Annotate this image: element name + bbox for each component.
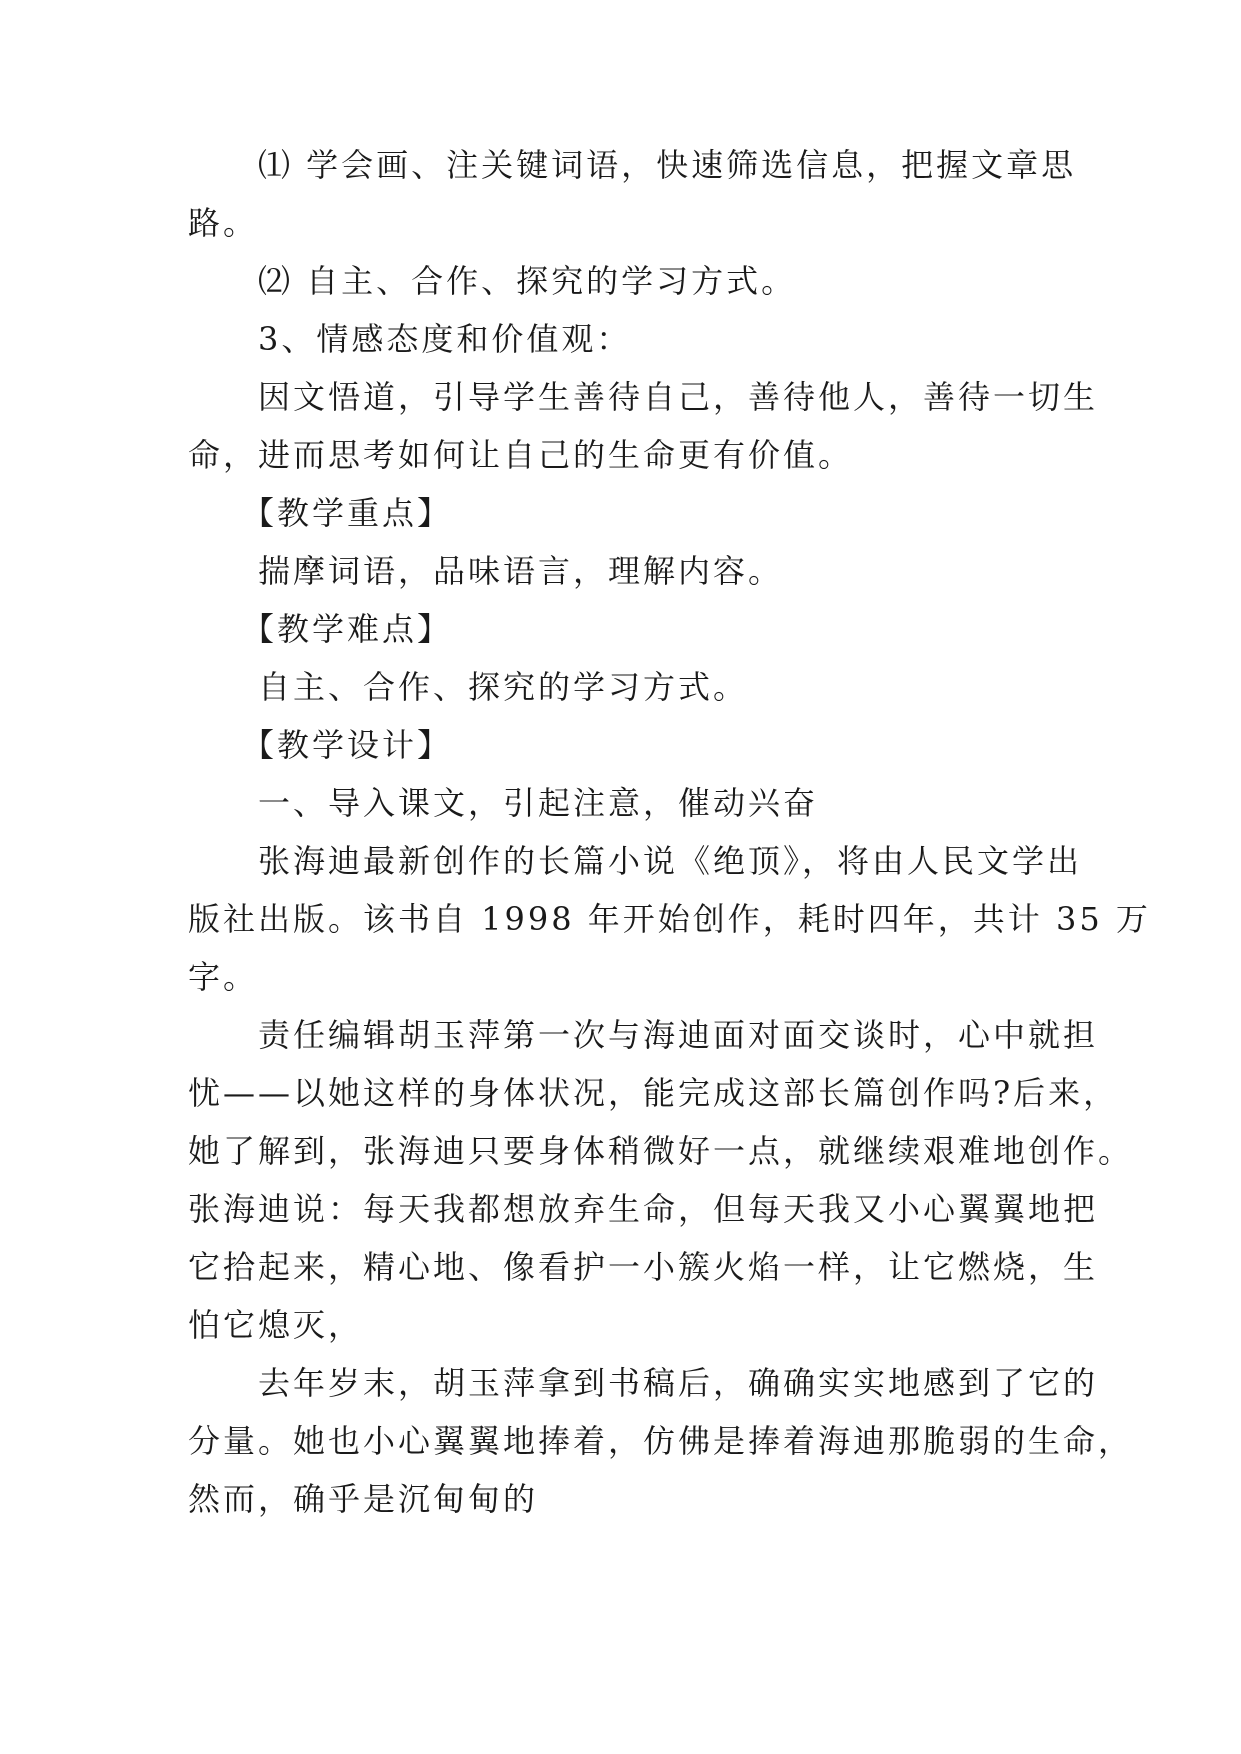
text-line: 张海迪说：每天我都想放弃生命，但每天我又小心翼翼地把 [188, 1190, 1099, 1228]
paragraph [188, 832, 1151, 1006]
paragraph [188, 1354, 1134, 1528]
text-line: 张海迪最新创作的长篇小说《绝顶》，将由人民文学出 [188, 842, 1083, 880]
text-line: 去年岁末，胡玉萍拿到书稿后，确确实实地感到了它的 [188, 1364, 1099, 1402]
text-line: 【教学重点】 [188, 494, 453, 532]
paragraph [188, 484, 1052, 542]
paragraph [188, 136, 1077, 252]
text-line: 分量。她也小心翼翼地捧着，仿佛是捧着海迪那脆弱的生命， [188, 1422, 1134, 1460]
text-line: 自主、合作、探究的学习方式。 [188, 668, 749, 706]
text-line: 揣摩词语，品味语言，理解内容。 [188, 552, 784, 590]
body-text [188, 136, 1151, 1528]
text-line: 一、导入课文，引起注意，催动兴奋 [188, 784, 819, 822]
text-line: 版社出版。该书自 1998 年开始创作，耗时四年，共计 35 万 [188, 900, 1151, 938]
text-line: 字。 [188, 958, 259, 996]
paragraph [188, 368, 1099, 484]
text-line: 然而，确乎是沉甸甸的 [188, 1480, 539, 1518]
text-line: 它拾起来，精心地、像看护一小簇火焰一样，让它燃烧，生 [188, 1248, 1099, 1286]
paragraph [188, 600, 1052, 658]
text-line: 路。 [188, 204, 259, 242]
text-line: 怕它熄灭， [188, 1306, 364, 1344]
paragraph [188, 774, 1052, 832]
text-line: 3、情感态度和价值观： [188, 320, 632, 358]
text-line: ⑴ 学会画、注关键词语，快速筛选信息，把握文章思 [188, 146, 1077, 184]
paragraph [188, 716, 1052, 774]
text-line: 因文悟道，引导学生善待自己，善待他人，善待一切生 [188, 378, 1099, 416]
text-line: ⑵ 自主、合作、探究的学习方式。 [188, 262, 797, 300]
text-line: 她了解到，张海迪只要身体稍微好一点，就继续艰难地创作。 [188, 1132, 1134, 1170]
paragraph [188, 252, 1052, 310]
text-line: 命，进而思考如何让自己的生命更有价值。 [188, 436, 854, 474]
paragraph [188, 542, 1052, 600]
text-line: 【教学难点】 [188, 610, 453, 648]
text-line: 忧——以她这样的身体状况，能完成这部长篇创作吗?后来， [188, 1074, 1119, 1112]
paragraph [188, 658, 1052, 716]
paragraph [188, 310, 1052, 368]
text-line: 责任编辑胡玉萍第一次与海迪面对面交谈时，心中就担 [188, 1016, 1099, 1054]
text-line: 【教学设计】 [188, 726, 453, 764]
paragraph [188, 1006, 1134, 1354]
